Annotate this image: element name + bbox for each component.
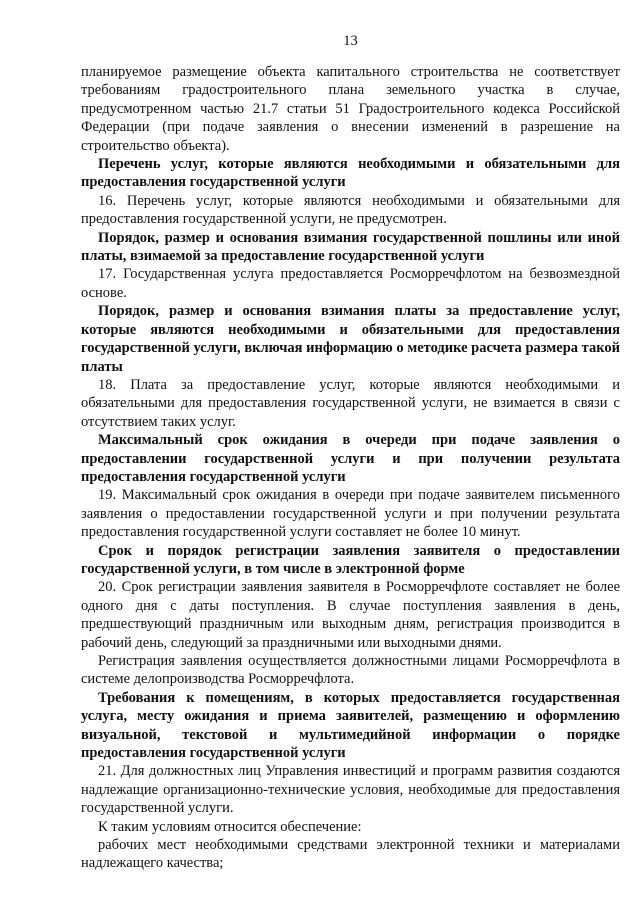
paragraph-continuation: планируемое размещение объекта капитального строительства не соответствует требованиям градостроительного плана земельного участка в случае, предусмотренном частью 21.7 статьи 51 Градостроительного кодекса Российской Федерации (при подаче заявления о внесении изменений в разрешение на строительство объекта). xyxy=(81,64,620,154)
paragraph-20: 20. Срок регистрации заявления заявителя в Росморречфлоте составляет не более одного дня с даты поступления. В случае поступления заявления в день, предшествующий праздничным или выходным дням, регистрация производится в рабочий день, следующий за праздничными или выходными днями. xyxy=(81,579,620,651)
heading-state-duty: Порядок, размер и основания взимания государственной пошлины или иной платы, взимаемой за предоставление государственной услуги xyxy=(81,229,620,265)
heading-fee-services: Порядок, размер и основания взимания платы за предоставление услуг, которые являются необходимыми и обязательными для предоставления государственной услуги, включая информацию о методике расчета размера такой платы xyxy=(81,303,620,375)
paragraph-registration-officials: Регистрация заявления осуществляется должностными лицами Росморречфлота в системе делопроизводства Росморречфлота. xyxy=(81,653,620,688)
paragraph-21: 21. Для должностных лиц Управления инвестиций и программ развития создаются надлежащие организационно-технические условия, необходимые для предоставления государственной услуги. xyxy=(81,763,620,817)
paragraph-19: 19. Максимальный срок ожидания в очереди при подаче заявителем письменного заявления о предоставлении государственной услуги и при получении результата предоставления государственной услуги составляет не более 10 минут. xyxy=(81,487,620,541)
heading-registration: Срок и порядок регистрации заявления заявителя о предоставлении государственной услуги, в том числе в электронной форме xyxy=(81,542,620,577)
paragraph-16: 16. Перечень услуг, которые являются необходимыми и обязательными для предоставления государственной услуги, не предусмотрен. xyxy=(81,192,620,228)
heading-premises-requirements: Требования к помещениям, в которых предоставляется государственная услуга, месту ожидания и приема заявителей, размещению и оформлению визуальной, текстовой и мультимедийной информации о порядке предоставления государственной услуги xyxy=(81,689,620,762)
paragraph-17: 17. Государственная услуга предоставляется Росморречфлотом на безвозмездной основе. xyxy=(81,266,620,301)
page-number: 13 xyxy=(343,33,358,49)
heading-services-list: Перечень услуг, которые являются необходимыми и обязательными для предоставления государственной услуги xyxy=(81,156,620,191)
paragraph-workplaces: рабочих мест необходимыми средствами электронной техники и материалами надлежащего качества; xyxy=(81,837,620,872)
heading-queue-time: Максимальный срок ожидания в очереди при подаче заявления о предоставлении государственной услуги и при получении результата предоставления государственной услуги xyxy=(81,432,620,485)
paragraph-18: 18. Плата за предоставление услуг, которые являются необходимыми и обязательными для предоставления государственной услуги, не взимается в связи с отсутствием таких услуг. xyxy=(81,376,620,430)
paragraph-conditions-intro: К таким условиям относится обеспечение: xyxy=(98,818,362,835)
